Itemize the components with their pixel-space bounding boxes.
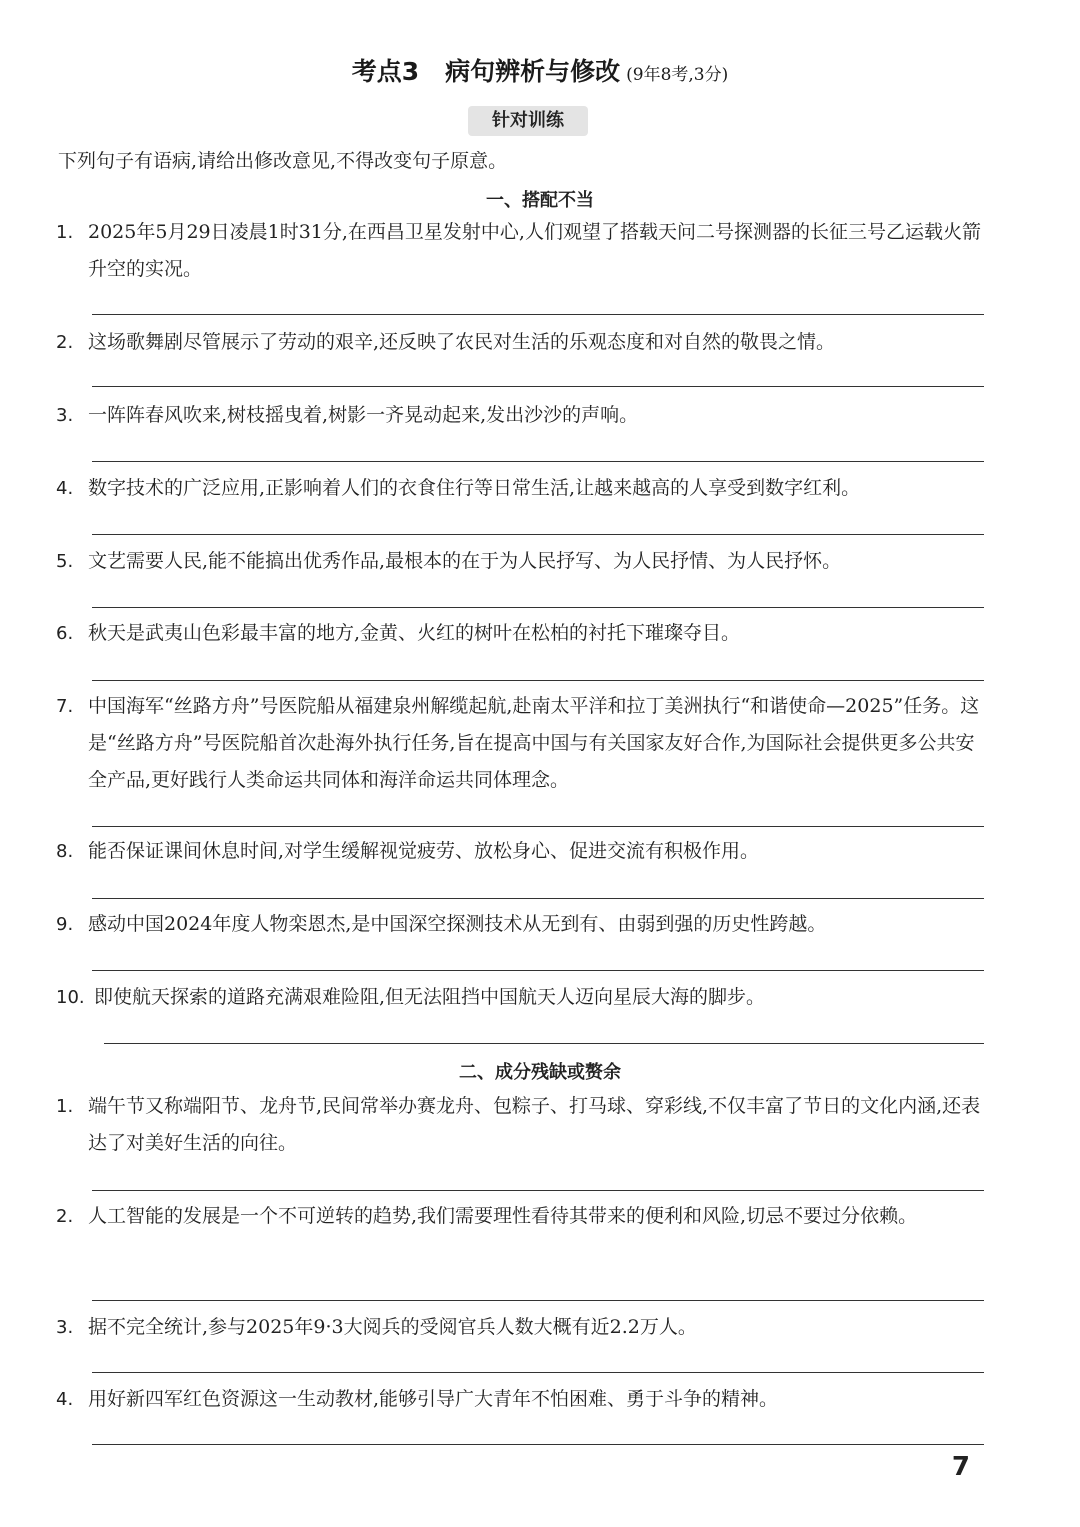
question-number: 4.	[56, 478, 74, 499]
question-number: 3.	[56, 1317, 74, 1338]
answer-line[interactable]	[92, 826, 984, 827]
question-text: 中国海军“丝路方舟”号医院船从福建泉州解缆起航,赴南太平洋和拉丁美洲执行“和谐使命—2025”任务。这是“丝路方舟”号医院船首次赴海外执行任务,旨在提高中国与有关国家友好合作,为国际社会提供更多公共安全产品,更好践行人类命运共同体和海洋命运共同体理念。	[88, 695, 980, 791]
question-item	[56, 324, 986, 361]
answer-line[interactable]	[92, 1444, 984, 1445]
question-text: 秋天是武夷山色彩最丰富的地方,金黄、火红的树叶在松柏的衬托下璀璨夺目。	[88, 622, 741, 644]
question-number: 5.	[56, 551, 74, 572]
question-text: 端午节又称端阳节、龙舟节,民间常举办赛龙舟、包粽子、打马球、穿彩线,不仅丰富了节日的文化内涵,还表达了对美好生活的向往。	[88, 1095, 981, 1154]
title-sub: (9年8考,3分)	[626, 65, 729, 85]
question-item	[56, 979, 986, 1016]
question-number: 1.	[56, 1096, 74, 1117]
page-title	[0, 52, 1080, 88]
question-number: 7.	[56, 696, 74, 717]
answer-line[interactable]	[92, 607, 984, 608]
question-number: 6.	[56, 623, 74, 644]
question-item	[56, 1381, 986, 1418]
answer-line[interactable]	[92, 314, 984, 315]
question-number: 9.	[56, 914, 74, 935]
question-text: 用好新四军红色资源这一生动教材,能够引导广大青年不怕困难、勇于斗争的精神。	[88, 1388, 779, 1410]
question-item	[56, 1198, 986, 1235]
question-item	[56, 833, 986, 870]
question-number: 8.	[56, 841, 74, 862]
section-heading-1: 一、搭配不当	[486, 190, 594, 211]
question-item	[56, 397, 986, 434]
answer-line[interactable]	[104, 1043, 984, 1044]
question-item	[56, 1088, 986, 1162]
question-number: 4.	[56, 1389, 74, 1410]
instruction-text: 下列句子有语病,请给出修改意见,不得改变句子原意。	[58, 150, 508, 172]
question-text: 人工智能的发展是一个不可逆转的趋势,我们需要理性看待其带来的便利和风险,切忌不要过分依赖。	[88, 1205, 918, 1227]
question-item	[56, 688, 986, 799]
answer-line[interactable]	[92, 1190, 984, 1191]
question-item	[56, 615, 986, 652]
question-text: 一阵阵春风吹来,树枝摇曳着,树影一齐晃动起来,发出沙沙的声响。	[88, 404, 639, 426]
question-text: 数字技术的广泛应用,正影响着人们的衣食住行等日常生活,让越来越高的人享受到数字红利。	[88, 477, 861, 499]
question-text: 2025年5月29日凌晨1时31分,在西昌卫星发射中心,人们观望了搭载天问二号探测器的长征三号乙运载火箭升空的实况。	[88, 221, 981, 280]
question-text: 即使航天探索的道路充满艰难险阻,但无法阻挡中国航天人迈向星辰大海的脚步。	[94, 986, 766, 1008]
question-number: 10.	[56, 987, 85, 1008]
answer-line[interactable]	[92, 1300, 984, 1301]
question-text: 这场歌舞剧尽管展示了劳动的艰辛,还反映了农民对生活的乐观态度和对自然的敬畏之情。	[88, 331, 836, 353]
training-tag: 针对训练	[468, 106, 588, 136]
page-number: 7	[951, 1452, 970, 1482]
question-number: 3.	[56, 405, 74, 426]
answer-line[interactable]	[92, 680, 984, 681]
question-number: 2.	[56, 1206, 74, 1227]
section-heading-2: 二、成分残缺或赘余	[459, 1062, 621, 1083]
question-text: 能否保证课间休息时间,对学生缓解视觉疲劳、放松身心、促进交流有积极作用。	[88, 840, 760, 862]
question-text: 文艺需要人民,能不能搞出优秀作品,最根本的在于为人民抒写、为人民抒情、为人民抒怀。	[88, 550, 842, 572]
question-item	[56, 543, 986, 580]
question-text: 据不完全统计,参与2025年9·3大阅兵的受阅官兵人数大概有近2.2万人。	[88, 1316, 697, 1338]
question-item	[56, 906, 986, 943]
title-main: 考点3	[351, 57, 420, 86]
question-number: 2.	[56, 332, 74, 353]
answer-line[interactable]	[92, 534, 984, 535]
answer-line[interactable]	[92, 386, 984, 387]
answer-line[interactable]	[92, 970, 984, 971]
answer-line[interactable]	[92, 461, 984, 462]
question-text: 感动中国2024年度人物栾恩杰,是中国深空探测技术从无到有、由弱到强的历史性跨越。	[88, 913, 827, 935]
answer-line[interactable]	[92, 898, 984, 899]
question-number: 1.	[56, 222, 74, 243]
answer-line[interactable]	[92, 1372, 984, 1373]
question-item	[56, 470, 986, 507]
question-item	[56, 214, 986, 288]
question-item	[56, 1309, 986, 1346]
title-name: 病句辨析与修改	[445, 57, 621, 86]
